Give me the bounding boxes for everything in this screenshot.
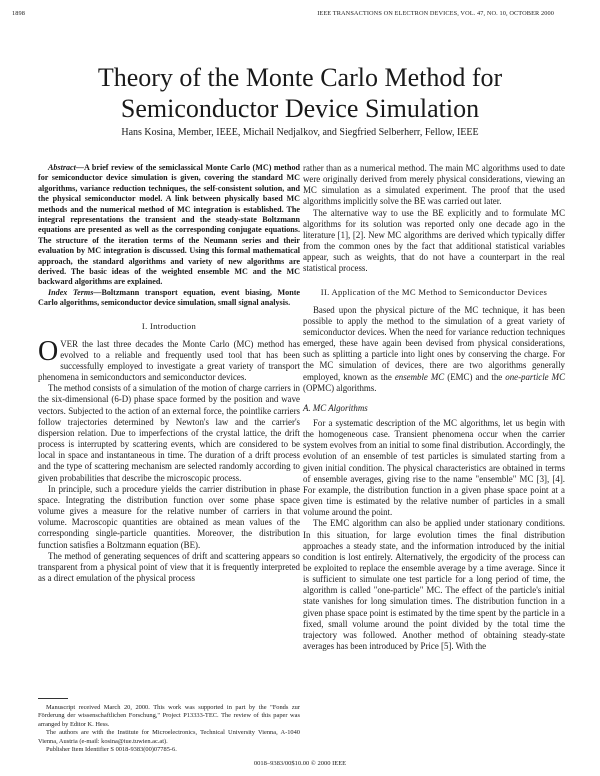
journal-header: IEEE TRANSACTIONS ON ELECTRON DEVICES, VOL. 47, NO. 10, OCTOBER 2000 <box>317 10 554 17</box>
copyright-line: 0018–9383/00$10.00 © 2000 IEEE <box>253 760 347 767</box>
paper-title: Theory of the Monte Carlo Method for Semiconductor Device Simulation <box>97 63 503 123</box>
page-number: 1898 <box>12 10 25 17</box>
opmc-term: one-particle MC <box>505 371 565 382</box>
application-paragraph-1-end: (OPMC) algorithms. <box>303 382 377 393</box>
footnote-identifier: Publisher Item Identifier S 0018-9383(00)07785-6. <box>46 746 177 754</box>
author-line: Hans Kosina, Member, IEEE, Michail Nedjalkov, and Siegfried Selberherr, Fellow, IEEE <box>121 127 479 138</box>
intro-paragraph-3: In principle, such a procedure yields the carrier distribution in phase space. Integrating the distribution function over some phase space volume gives a measure for the relative number of carriers in that volume. Macroscopic quantities are obtained as mean values of the corresponding single-particle quantities. Moreover, the distribution function satisfies a Boltzmann equation (BE). <box>38 483 300 550</box>
index-terms-label: Index Terms— <box>48 287 102 297</box>
intro-paragraph-4: The method of generating sequences of drift and scattering appears so transparent from a physical point of view that it is frequently interpreted as a direct emulation of the physical process <box>38 550 300 583</box>
subsection-heading-mc-algorithms: A. MC Algorithms <box>303 402 368 413</box>
abstract-text: A brief review of the semiclassical Monte Carlo (MC) method for semiconductor device simulation is given, covering the standard MC algorithms, variance reduction techniques, the self-consistent solution, and the physical semiconductor model. A link between physically based MC methods and the numerical method of MC integration is established. The integral representations the transient and the steady-state Boltzmann equations are presented as well as the corresponding conjugate equations. The structure of the iteration terms of the Neumann series and their evaluation by MC integration is discussed. Using this formal mathematical approach, the standard algorithms and variety of new algorithms are derived. The basic ideas of the weighted ensemble MC and the MC backward algorithms are explained. <box>38 163 300 287</box>
section-heading-introduction: I. Introduction <box>141 320 197 331</box>
application-paragraph-1 <box>303 305 565 394</box>
left-column <box>38 163 300 584</box>
right-paragraph-2: The alternative way to use the BE explicitly and to formulate MC algorithms for its solution was reported only one decade ago in the literature [1], [2]. New MC algorithms are derived which typically differ from the common ones by the fact that additional statistical variables appear, such as weights, that do not have a counterpart in the real statistical process. <box>303 207 565 274</box>
right-paragraph-1: rather than as a numerical method. The main MC algorithms used to date were originally derived from merely physical considerations, viewing an MC simulation as a simulated experiment. The proof that the used algorithms implicitly solve the BE was carried out later. <box>303 163 565 207</box>
right-column <box>303 163 565 652</box>
application-paragraph-1-mid: (EMC) and the <box>444 371 506 382</box>
abstract <box>38 163 300 288</box>
application-paragraph-1-text: Based upon the physical picture of the MC technique, it has been possible to apply the method to the simulation of a great variety of semiconductor devices. When the need for variance reduction techniques emerged, these have again been devised from physical considerations, such as splitting a particle into light ones by conserving the charge. For the MC simulation of devices, there are two algorithms generally employed, known as the <box>303 304 565 382</box>
index-terms-text: Boltzmann transport equation, event biasing, Monte Carlo algorithms, semiconductor device simulation, small signal analysis. <box>38 287 301 308</box>
abstract-label: Abstract— <box>48 163 84 172</box>
algorithms-paragraph-2: The EMC algorithm can also be applied under stationary conditions. In this situation, for large evolution times the final distribution approaches a steady state, and the information introduced by the initial condition is lost entirely. Alternatively, the ergodicity of the process can be exploited to replace the ensemble average by a time average. Since it is sufficient to simulate one test particle for a long period of time, the algorithm is called "one-particle" MC. The effect of the particle's initial state vanishes for long simulation times. The distribution function in a given phase space point is estimated by the time spent by the particle in a fixed, small volume around the point divided by the total time the trajectory was followed. Another method of obtaining steady-state averages has been introduced by Price [5]. With the <box>303 518 565 652</box>
footnote-manuscript: Manuscript received March 20, 2000. This work was supported in part by the "Fonds zur Förderung der wissenschaftlichen Forschung," Project P13333-TEC. The review of this paper was arranged by Editor K. Hess. <box>38 704 300 728</box>
index-terms <box>38 288 300 309</box>
footnote-rule <box>38 698 68 699</box>
intro-paragraph-1 <box>38 335 300 384</box>
algorithms-paragraph-1: For a systematic description of the MC algorithms, let us begin with the homogeneous case. Transient phenomena occur when the carrier system evolves from an initial to some final distribution. Accordingly, the evolution of an ensemble of test particles is simulated starting from a given initial condition. The physical characteristics are obtained in terms of ensemble averages, giving rise to the name "ensemble" MC [3], [4]. For example, the distribution function in a given phase space point at a given time is estimated by the relative number of particles in a small volume around the point. <box>303 417 565 518</box>
emc-term: ensemble MC <box>394 371 445 382</box>
drop-cap: O <box>38 335 59 367</box>
section-heading-application: II. Application of the MC Method to Semiconductor Devices <box>320 286 548 297</box>
footnotes <box>38 704 300 754</box>
intro-paragraph-1-text: VER the last three decades the Monte Carlo (MC) method has evolved to a reliable and frequently used tool that has been successfully employed to investigate a great variety of transport phenomena in semiconductors and semiconductor devices. <box>38 338 300 383</box>
footnote-authors: The authors are with the Institute for Microelectronics, Technical University Vienna, A-1040 Vienna, Austria (e-mail: kosina@iue.tuwien.ac.at). <box>38 729 300 745</box>
intro-paragraph-2: The method consists of a simulation of the motion of charge carriers in the six-dimensional (6-D) phase space formed by the position and wave vectors. Subjected to the action of an external force, the pointlike carriers follow trajectories determined by Newton's law and the carrier's dispersion relation. Due to imperfections of the crystal lattice, the drift process is interrupted by scattering events, which are considered to be local in space and instantaneous in time. The duration of a drift process and the type of scattering mechanism are selected randomly according to given probabilities that describe the microscopic process. <box>38 383 300 483</box>
